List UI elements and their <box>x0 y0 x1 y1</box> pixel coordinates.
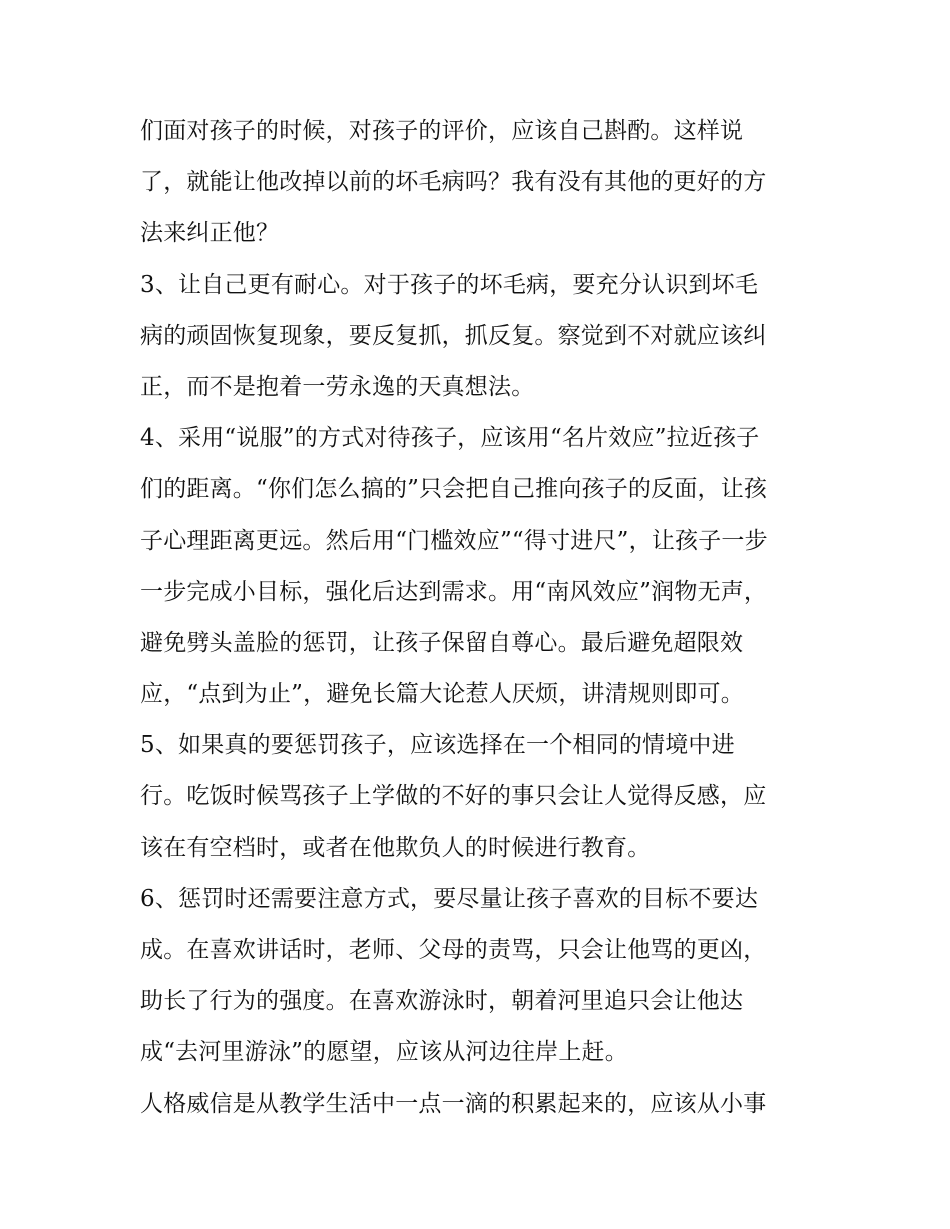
text-line: 一步完成小目标，强化后达到需求。用“南风效应”润物无声， <box>140 578 768 605</box>
text-line: 了，就能让他改掉以前的坏毛病吗？我有没有其他的更好的方 <box>140 169 767 196</box>
text-line: 4、采用“说服”的方式对待孩子，应该用“名片效应”拉近孩子 <box>140 425 760 452</box>
text-line: 正，而不是抱着一劳永逸的天真想法。 <box>140 373 535 400</box>
text-line: 该在有空档时，或者在他欺负人的时候进行教育。 <box>140 834 651 861</box>
text-line: 成“去河里游泳”的愿望，应该从河边往岸上赶。 <box>140 1039 628 1066</box>
text-line: 病的顽固恢复现象，要反复抓，抓反复。察觉到不对就应该纠 <box>140 322 767 349</box>
text-line: 6、惩罚时还需要注意方式，要尽量让孩子喜欢的目标不要达 <box>140 885 759 912</box>
text-line: 应，“点到为止”，避免长篇大论惹人厌烦，讲清规则即可。 <box>140 681 744 708</box>
text-line: 们面对孩子的时候，对孩子的评价，应该自己斟酌。这样说 <box>140 118 744 144</box>
text-line: 行。吃饭时候骂孩子上学做的不好的事只会让人觉得反感，应 <box>140 783 767 810</box>
text-line: 助长了行为的强度。在喜欢游泳时，朝着河里追只会让他达 <box>140 988 744 1015</box>
text-line: 们的距离。“你们怎么搞的”只会把自己推向孩子的反面，让孩 <box>140 476 768 503</box>
text-line: 3、让自己更有耐心。对于孩子的坏毛病，要充分认识到坏毛 <box>140 271 759 298</box>
text-line: 法来纠正他？ <box>140 220 280 247</box>
text-line: 避免劈头盖脸的惩罚，让孩子保留自尊心。最后避免超限效 <box>140 629 744 656</box>
text-line: 5、如果真的要惩罚孩子，应该选择在一个相同的情境中进 <box>140 732 735 759</box>
text-line: 成。在喜欢讲话时，老师、父母的责骂，只会让他骂的更凶， <box>140 937 767 963</box>
text-line: 人格威信是从教学生活中一点一滴的积累起来的，应该从小事 <box>140 1090 767 1117</box>
text-line: 子心理距离更远。然后用“门槛效应”“得寸进尺”，让孩子一步 <box>140 527 768 554</box>
document-body <box>140 106 830 1130</box>
